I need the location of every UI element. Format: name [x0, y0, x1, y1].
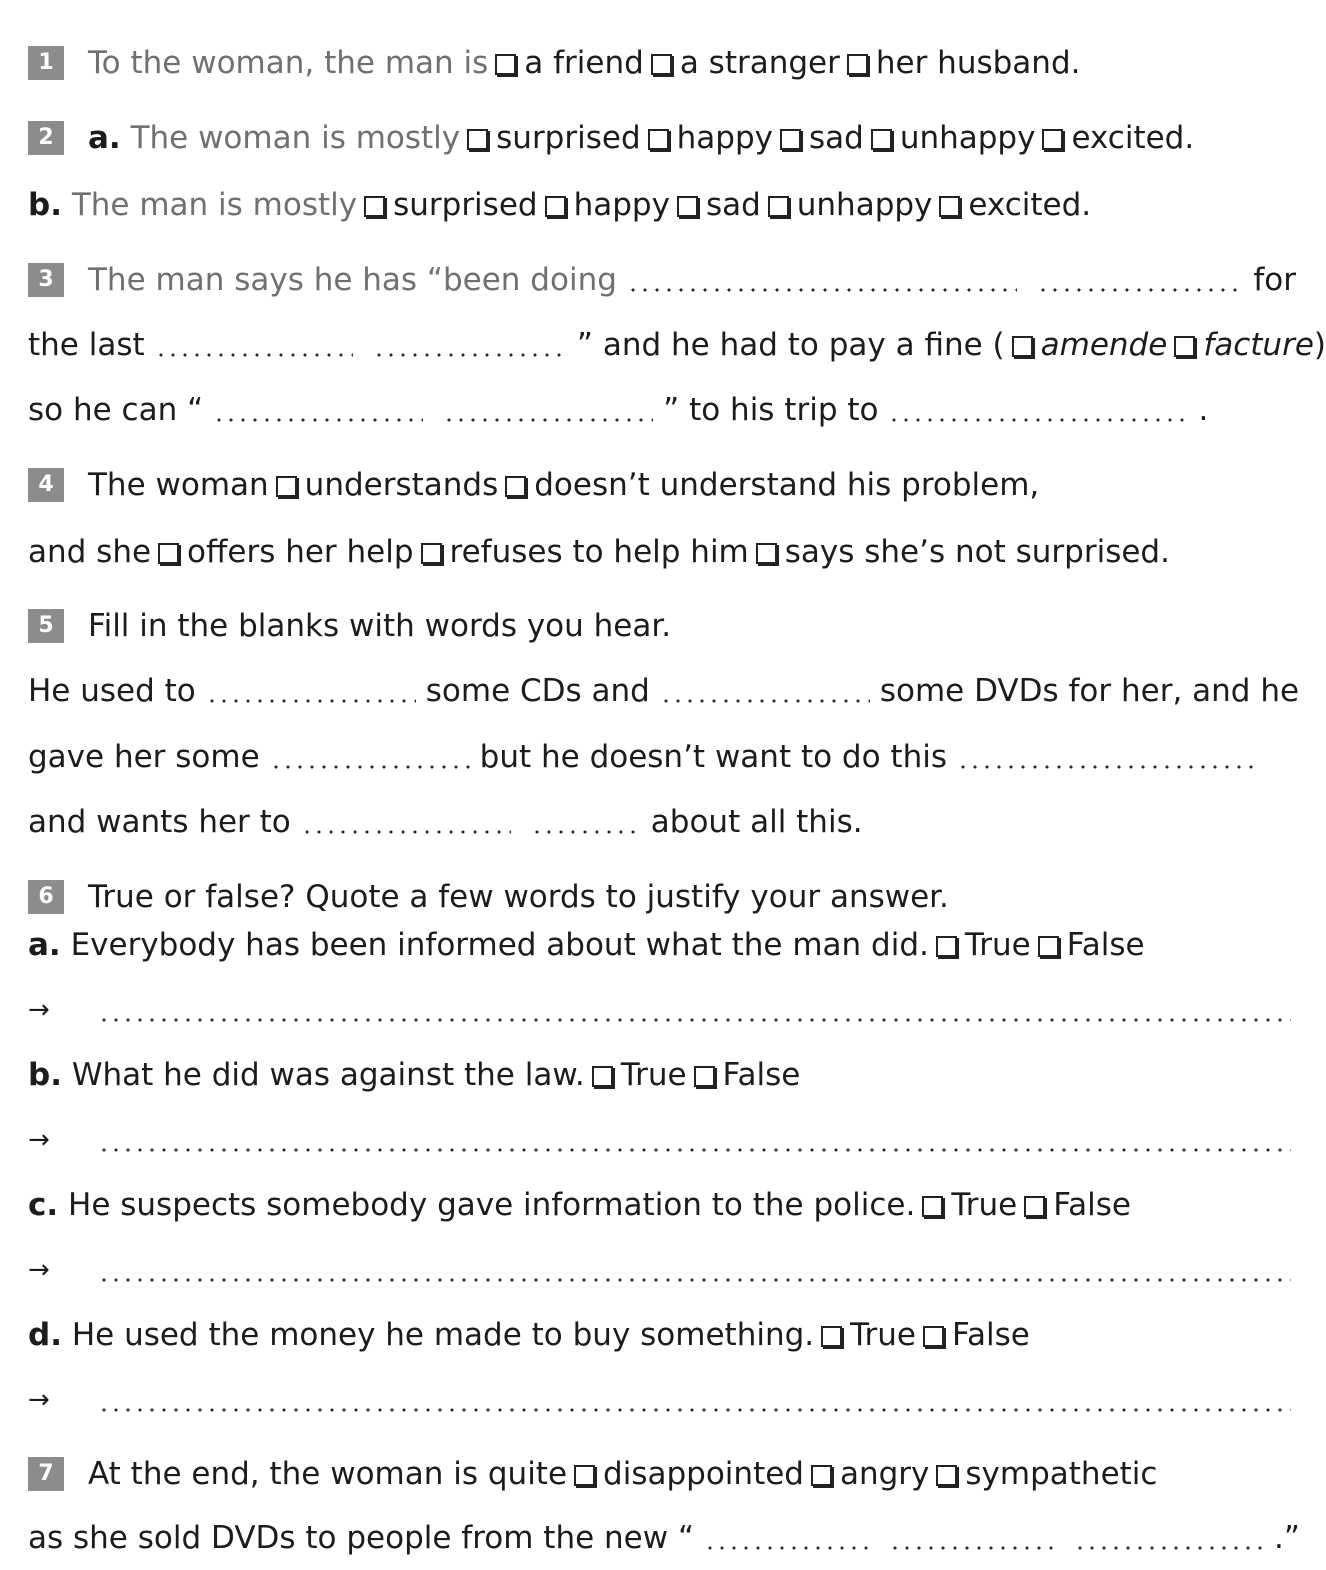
item-label: a. — [28, 927, 61, 963]
blank[interactable] — [531, 829, 641, 835]
checkbox-false[interactable] — [1038, 936, 1059, 957]
blank[interactable] — [1074, 1545, 1264, 1551]
checkbox[interactable] — [939, 196, 960, 217]
blank[interactable] — [889, 1545, 1054, 1551]
false-label: False — [1053, 1187, 1132, 1223]
option-label: happy — [573, 187, 670, 223]
checkbox-false[interactable] — [923, 1326, 944, 1347]
question-text: for — [1253, 262, 1296, 298]
option-label: offers her help — [187, 534, 414, 570]
question-6a — [28, 922, 1326, 968]
blank[interactable] — [627, 287, 1017, 293]
false-label: False — [1066, 927, 1145, 963]
question-text: The man is mostly — [71, 187, 358, 223]
checkbox[interactable] — [768, 196, 789, 217]
blank[interactable] — [704, 1545, 869, 1551]
question-text: He used the money he made to buy something. — [71, 1317, 815, 1353]
question-text: The woman — [88, 467, 269, 503]
question-text: so he can “ — [28, 392, 204, 428]
question-text: ” to his trip to — [663, 392, 879, 428]
true-label: True — [951, 1187, 1018, 1223]
item-label: b. — [28, 187, 62, 223]
question-2b — [28, 182, 1326, 228]
question-number: 5 — [28, 609, 64, 643]
checkbox[interactable] — [495, 54, 516, 75]
false-label: False — [952, 1317, 1030, 1353]
blank[interactable] — [660, 698, 870, 704]
option-label: excited. — [968, 187, 1092, 223]
checkbox[interactable] — [871, 129, 892, 150]
question-text: The woman is mostly — [130, 120, 461, 156]
option-label: sad — [705, 187, 761, 223]
question-text: gave her some — [28, 739, 260, 775]
checkbox[interactable] — [505, 476, 526, 497]
question-text: The man says he has “been doing — [88, 262, 617, 298]
question-5-line-1 — [28, 668, 1326, 714]
question-text: the last — [28, 327, 145, 363]
question-5-instruction — [28, 603, 1326, 649]
question-text: True or false? Quote a few words to justify your answer. — [88, 879, 949, 915]
checkbox-true[interactable] — [821, 1326, 842, 1347]
question-text: but he doesn’t want to do this — [479, 739, 947, 775]
blank[interactable] — [155, 352, 354, 358]
blank[interactable] — [98, 1017, 1291, 1023]
question-4-line-1 — [28, 462, 1326, 508]
false-label: False — [722, 1057, 801, 1093]
option-label: unhappy — [899, 120, 1036, 156]
question-1 — [28, 40, 1326, 86]
blank[interactable] — [98, 1277, 1291, 1283]
question-6c — [28, 1182, 1326, 1228]
checkbox[interactable] — [574, 1465, 595, 1486]
option-label: sad — [808, 120, 864, 156]
checkbox-false[interactable] — [694, 1066, 715, 1087]
true-label: True — [964, 927, 1031, 963]
blank[interactable] — [98, 1407, 1291, 1413]
question-number: 4 — [28, 468, 64, 502]
checkbox[interactable] — [677, 196, 698, 217]
blank[interactable] — [888, 417, 1188, 423]
checkbox[interactable] — [545, 196, 566, 217]
question-7-line-2 — [28, 1515, 1326, 1561]
arrow-icon: → — [28, 1125, 50, 1155]
blank[interactable] — [270, 764, 470, 770]
option-label: refuses to help him — [449, 534, 749, 570]
option-label: a stranger — [679, 45, 840, 81]
checkbox[interactable] — [811, 1465, 832, 1486]
checkbox[interactable] — [421, 543, 442, 564]
question-text: about all this. — [650, 804, 863, 840]
answer-line-6a — [28, 987, 1291, 1033]
true-label: True — [850, 1317, 916, 1353]
question-text: Everybody has been informed about what the man did. — [70, 927, 929, 963]
option-label: sympathetic — [965, 1456, 1158, 1492]
question-text: ” and he had to pay a fine ( — [576, 327, 1005, 363]
option-label: surprised — [496, 120, 641, 156]
question-5-line-3 — [28, 799, 1326, 845]
question-5-line-2 — [28, 734, 1326, 780]
question-text: ) — [1313, 327, 1326, 363]
question-3-line-3 — [28, 387, 1326, 433]
question-7-line-1 — [28, 1451, 1326, 1497]
question-text: At the end, the woman is quite — [88, 1456, 568, 1492]
option-label: angry — [839, 1456, 930, 1492]
blank[interactable] — [443, 417, 653, 423]
option-label: a friend — [524, 45, 644, 81]
blank[interactable] — [98, 1147, 1291, 1153]
checkbox-true[interactable] — [592, 1066, 613, 1087]
question-number: 1 — [28, 46, 64, 80]
question-text: and wants her to — [28, 804, 291, 840]
question-text: To the woman, the man is — [88, 45, 489, 81]
question-text: What he did was against the law. — [71, 1057, 585, 1093]
question-text: Fill in the blanks with words you hear. — [88, 608, 672, 644]
answer-line-6c — [28, 1247, 1291, 1293]
question-number: 6 — [28, 880, 64, 914]
blank[interactable] — [1037, 287, 1244, 293]
question-number: 3 — [28, 263, 64, 297]
option-label: facture — [1203, 327, 1314, 363]
question-text: as she sold DVDs to people from the new “ — [28, 1520, 695, 1556]
checkbox[interactable] — [780, 129, 801, 150]
question-4-line-2 — [28, 529, 1326, 575]
checkbox[interactable] — [936, 1465, 957, 1486]
question-6b — [28, 1052, 1326, 1098]
checkbox[interactable] — [364, 196, 385, 217]
question-text: some DVDs for her, and he — [879, 673, 1300, 709]
question-2a — [28, 115, 1326, 161]
question-text: and she — [28, 534, 152, 570]
checkbox[interactable] — [651, 54, 672, 75]
question-6-instruction — [28, 874, 1326, 920]
question-text: some CDs and — [425, 673, 650, 709]
option-label: amende — [1040, 327, 1168, 363]
checkbox[interactable] — [648, 129, 669, 150]
option-label: surprised — [393, 187, 538, 223]
checkbox-true[interactable] — [936, 936, 957, 957]
checkbox[interactable] — [1042, 129, 1063, 150]
answer-line-6b — [28, 1117, 1291, 1163]
question-6d — [28, 1312, 1326, 1358]
question-text: He suspects somebody gave information to the police. — [68, 1187, 916, 1223]
question-text: .” — [1274, 1520, 1300, 1556]
true-label: True — [620, 1057, 687, 1093]
arrow-icon: → — [28, 1255, 50, 1285]
question-text: He used to — [28, 673, 196, 709]
checkbox[interactable] — [158, 543, 179, 564]
blank[interactable] — [373, 352, 567, 358]
option-label: understands — [304, 467, 499, 503]
blank[interactable] — [301, 829, 511, 835]
question-number: 7 — [28, 1457, 64, 1491]
answer-line-6d — [28, 1377, 1291, 1423]
question-3-line-1 — [28, 257, 1296, 303]
checkbox[interactable] — [467, 129, 488, 150]
option-label: her husband. — [875, 45, 1081, 81]
item-label: d. — [28, 1317, 62, 1353]
checkbox-true[interactable] — [922, 1196, 943, 1217]
checkbox[interactable] — [847, 54, 868, 75]
question-number: 2 — [28, 121, 64, 155]
item-label: b. — [28, 1057, 62, 1093]
option-label: excited. — [1071, 120, 1195, 156]
blank[interactable] — [213, 417, 423, 423]
option-label: unhappy — [796, 187, 933, 223]
blank[interactable] — [206, 698, 416, 704]
checkbox[interactable] — [756, 543, 777, 564]
blank[interactable] — [957, 764, 1257, 770]
checkbox-false[interactable] — [1024, 1196, 1045, 1217]
checkbox[interactable] — [1174, 336, 1195, 357]
arrow-icon: → — [28, 1385, 50, 1415]
option-label: disappointed — [603, 1456, 804, 1492]
item-label: c. — [28, 1187, 59, 1223]
option-label: doesn’t understand his problem, — [534, 467, 1040, 503]
arrow-icon: → — [28, 995, 50, 1025]
question-3-line-2 — [28, 322, 1326, 368]
checkbox[interactable] — [276, 476, 297, 497]
option-label: says she’s not surprised. — [784, 534, 1170, 570]
option-label: happy — [676, 120, 773, 156]
question-text: . — [1198, 392, 1209, 428]
item-label: a. — [88, 120, 121, 156]
checkbox[interactable] — [1012, 336, 1033, 357]
